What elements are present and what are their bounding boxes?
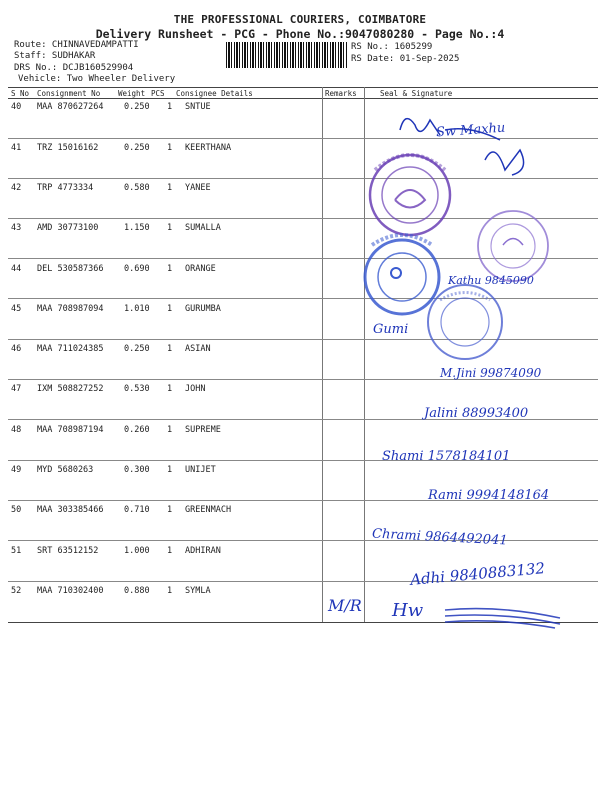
row-rule — [8, 138, 598, 139]
row-consignee: ASIAN — [185, 344, 211, 354]
row-pcs: 1 — [167, 223, 173, 233]
row-pcs: 1 — [167, 344, 173, 354]
row-consignment: AMD 30773100 — [37, 223, 99, 233]
row-consignee: GREENMACH — [185, 505, 232, 515]
signature-row52: Hw — [392, 600, 424, 621]
row-pcs: 1 — [167, 264, 173, 274]
row-sno: 41 — [11, 143, 22, 153]
row-consignee: ADHIRAN — [185, 546, 221, 556]
row-sno: 42 — [11, 183, 22, 193]
row-consignment: MAA 711024385 — [37, 344, 104, 354]
orange-stamp-icon — [365, 235, 439, 314]
row-consignment: TRZ 15016162 — [37, 143, 99, 153]
row-pcs: 1 — [167, 586, 173, 596]
row-consignment: MAA 710302400 — [37, 586, 104, 596]
table-header-rule — [8, 98, 598, 99]
row-pcs: 1 — [167, 102, 173, 112]
row-rule — [8, 178, 598, 179]
rs-number: RS No.: 1605299 — [351, 42, 433, 52]
col-header-pcs: PCS — [151, 89, 165, 98]
row-weight: 1.010 — [124, 304, 150, 314]
signature-check-icon — [485, 150, 524, 175]
rs-date: RS Date: 01-Sep-2025 — [351, 54, 460, 64]
row-weight: 0.250 — [124, 143, 150, 153]
row-pcs: 1 — [167, 505, 173, 515]
signature-row49: Rami 9994148164 — [428, 488, 550, 503]
strike-scribble-icon — [445, 609, 560, 628]
row-pcs: 1 — [167, 304, 173, 314]
row-weight: 1.000 — [124, 546, 150, 556]
signature-row48: Shami 1578184101 — [382, 449, 511, 464]
row-consignee: SYMLA — [185, 586, 211, 596]
row-sno: 44 — [11, 264, 22, 274]
runsheet-subtitle: Delivery Runsheet - PCG - Phone No.:9047080280 - Page No.:4 — [95, 27, 505, 41]
route-label: Route: CHINNAVEDAMPATTI — [14, 40, 139, 50]
col-header-consignee: Consignee Details — [176, 89, 253, 98]
signature-row50: Chrami 9864492041 — [371, 526, 508, 549]
row-weight: 0.250 — [124, 344, 150, 354]
row-weight: 0.300 — [124, 465, 150, 475]
row-rule — [8, 258, 598, 259]
row-weight: 0.530 — [124, 384, 150, 394]
row-sno: 47 — [11, 384, 22, 394]
row-pcs: 1 — [167, 465, 173, 475]
row-rule — [8, 218, 598, 219]
signature-row45: Gumi — [373, 322, 409, 337]
drs-number: DRS No.: DCJB160529904 — [14, 63, 134, 73]
remark-handwriting: M/R — [328, 596, 362, 615]
row-sno: 43 — [11, 223, 22, 233]
row-consignment: SRT 63512152 — [37, 546, 99, 556]
seal-col-divider — [364, 87, 365, 623]
company-title: THE PROFESSIONAL COURIERS, COIMBATORE — [173, 13, 427, 26]
row-weight: 0.710 — [124, 505, 150, 515]
table-top-rule — [8, 87, 598, 88]
row-sno: 40 — [11, 102, 22, 112]
row-sno: 46 — [11, 344, 22, 354]
row-consignment: MAA 870627264 — [37, 102, 104, 112]
signature-row47: Jalini 88993400 — [424, 406, 529, 421]
row-sno: 51 — [11, 546, 22, 556]
row-consignment: MAA 708987094 — [37, 304, 104, 314]
row-consignment: IXM 508827252 — [37, 384, 104, 394]
col-header-consignment: Consignment No — [37, 89, 101, 98]
row-consignee: YANEE — [185, 183, 211, 193]
row-consignee: SUMALLA — [185, 223, 221, 233]
staff-label: Staff: SUDHAKAR — [14, 51, 96, 61]
row-pcs: 1 — [167, 425, 173, 435]
col-header-weight: Weight — [118, 89, 146, 98]
row-pcs: 1 — [167, 183, 173, 193]
vehicle-label: Vehicle: Two Wheeler Delivery — [18, 74, 176, 84]
col-header-seal: Seal & Signature — [380, 89, 453, 98]
row-consignee: SUPREME — [185, 425, 221, 435]
row-sno: 50 — [11, 505, 22, 515]
remarks-col-divider — [322, 87, 323, 623]
row-rule — [8, 622, 598, 623]
row-consignee: GURUMBA — [185, 304, 221, 314]
row-consignment: TRP 4773334 — [37, 183, 94, 193]
row-consignee: JOHN — [185, 384, 206, 394]
row-pcs: 1 — [167, 384, 173, 394]
row-weight: 0.880 — [124, 586, 150, 596]
row-rule — [8, 339, 598, 340]
signature-row51: Adhi 9840883132 — [409, 559, 546, 589]
row-pcs: 1 — [167, 546, 173, 556]
violet-stamp-right-icon — [478, 211, 548, 281]
row-rule — [8, 298, 598, 299]
violet-stamp-top-icon — [370, 155, 450, 235]
signature-row41: Sw Maxhu — [435, 120, 506, 141]
row-weight: 1.150 — [124, 223, 150, 233]
col-header-remarks: Remarks — [325, 89, 357, 98]
row-consignee: SNTUE — [185, 102, 211, 112]
row-consignee: UNIJET — [185, 465, 216, 475]
signature-row46: M.Jini 99874090 — [440, 366, 542, 380]
row-rule — [8, 540, 598, 541]
row-consignment: MAA 303385466 — [37, 505, 104, 515]
row-consignment: MYD 5680263 — [37, 465, 94, 475]
row-rule — [8, 581, 598, 582]
row-consignee: KEERTHANA — [185, 143, 232, 153]
col-header-sno: S No — [11, 89, 30, 98]
barcode — [226, 42, 348, 68]
row-consignee: ORANGE — [185, 264, 216, 274]
row-consignment: DEL 530587366 — [37, 264, 104, 274]
row-consignment: MAA 708987194 — [37, 425, 104, 435]
row-sno: 49 — [11, 465, 22, 475]
row-sno: 52 — [11, 586, 22, 596]
signature-row44: Kathu 9845090 — [448, 274, 534, 287]
row-weight: 0.580 — [124, 183, 150, 193]
row-weight: 0.260 — [124, 425, 150, 435]
row-sno: 48 — [11, 425, 22, 435]
row-weight: 0.690 — [124, 264, 150, 274]
row-sno: 45 — [11, 304, 22, 314]
blue-stamp-bottom-icon — [428, 285, 502, 359]
row-pcs: 1 — [167, 143, 173, 153]
row-weight: 0.250 — [124, 102, 150, 112]
